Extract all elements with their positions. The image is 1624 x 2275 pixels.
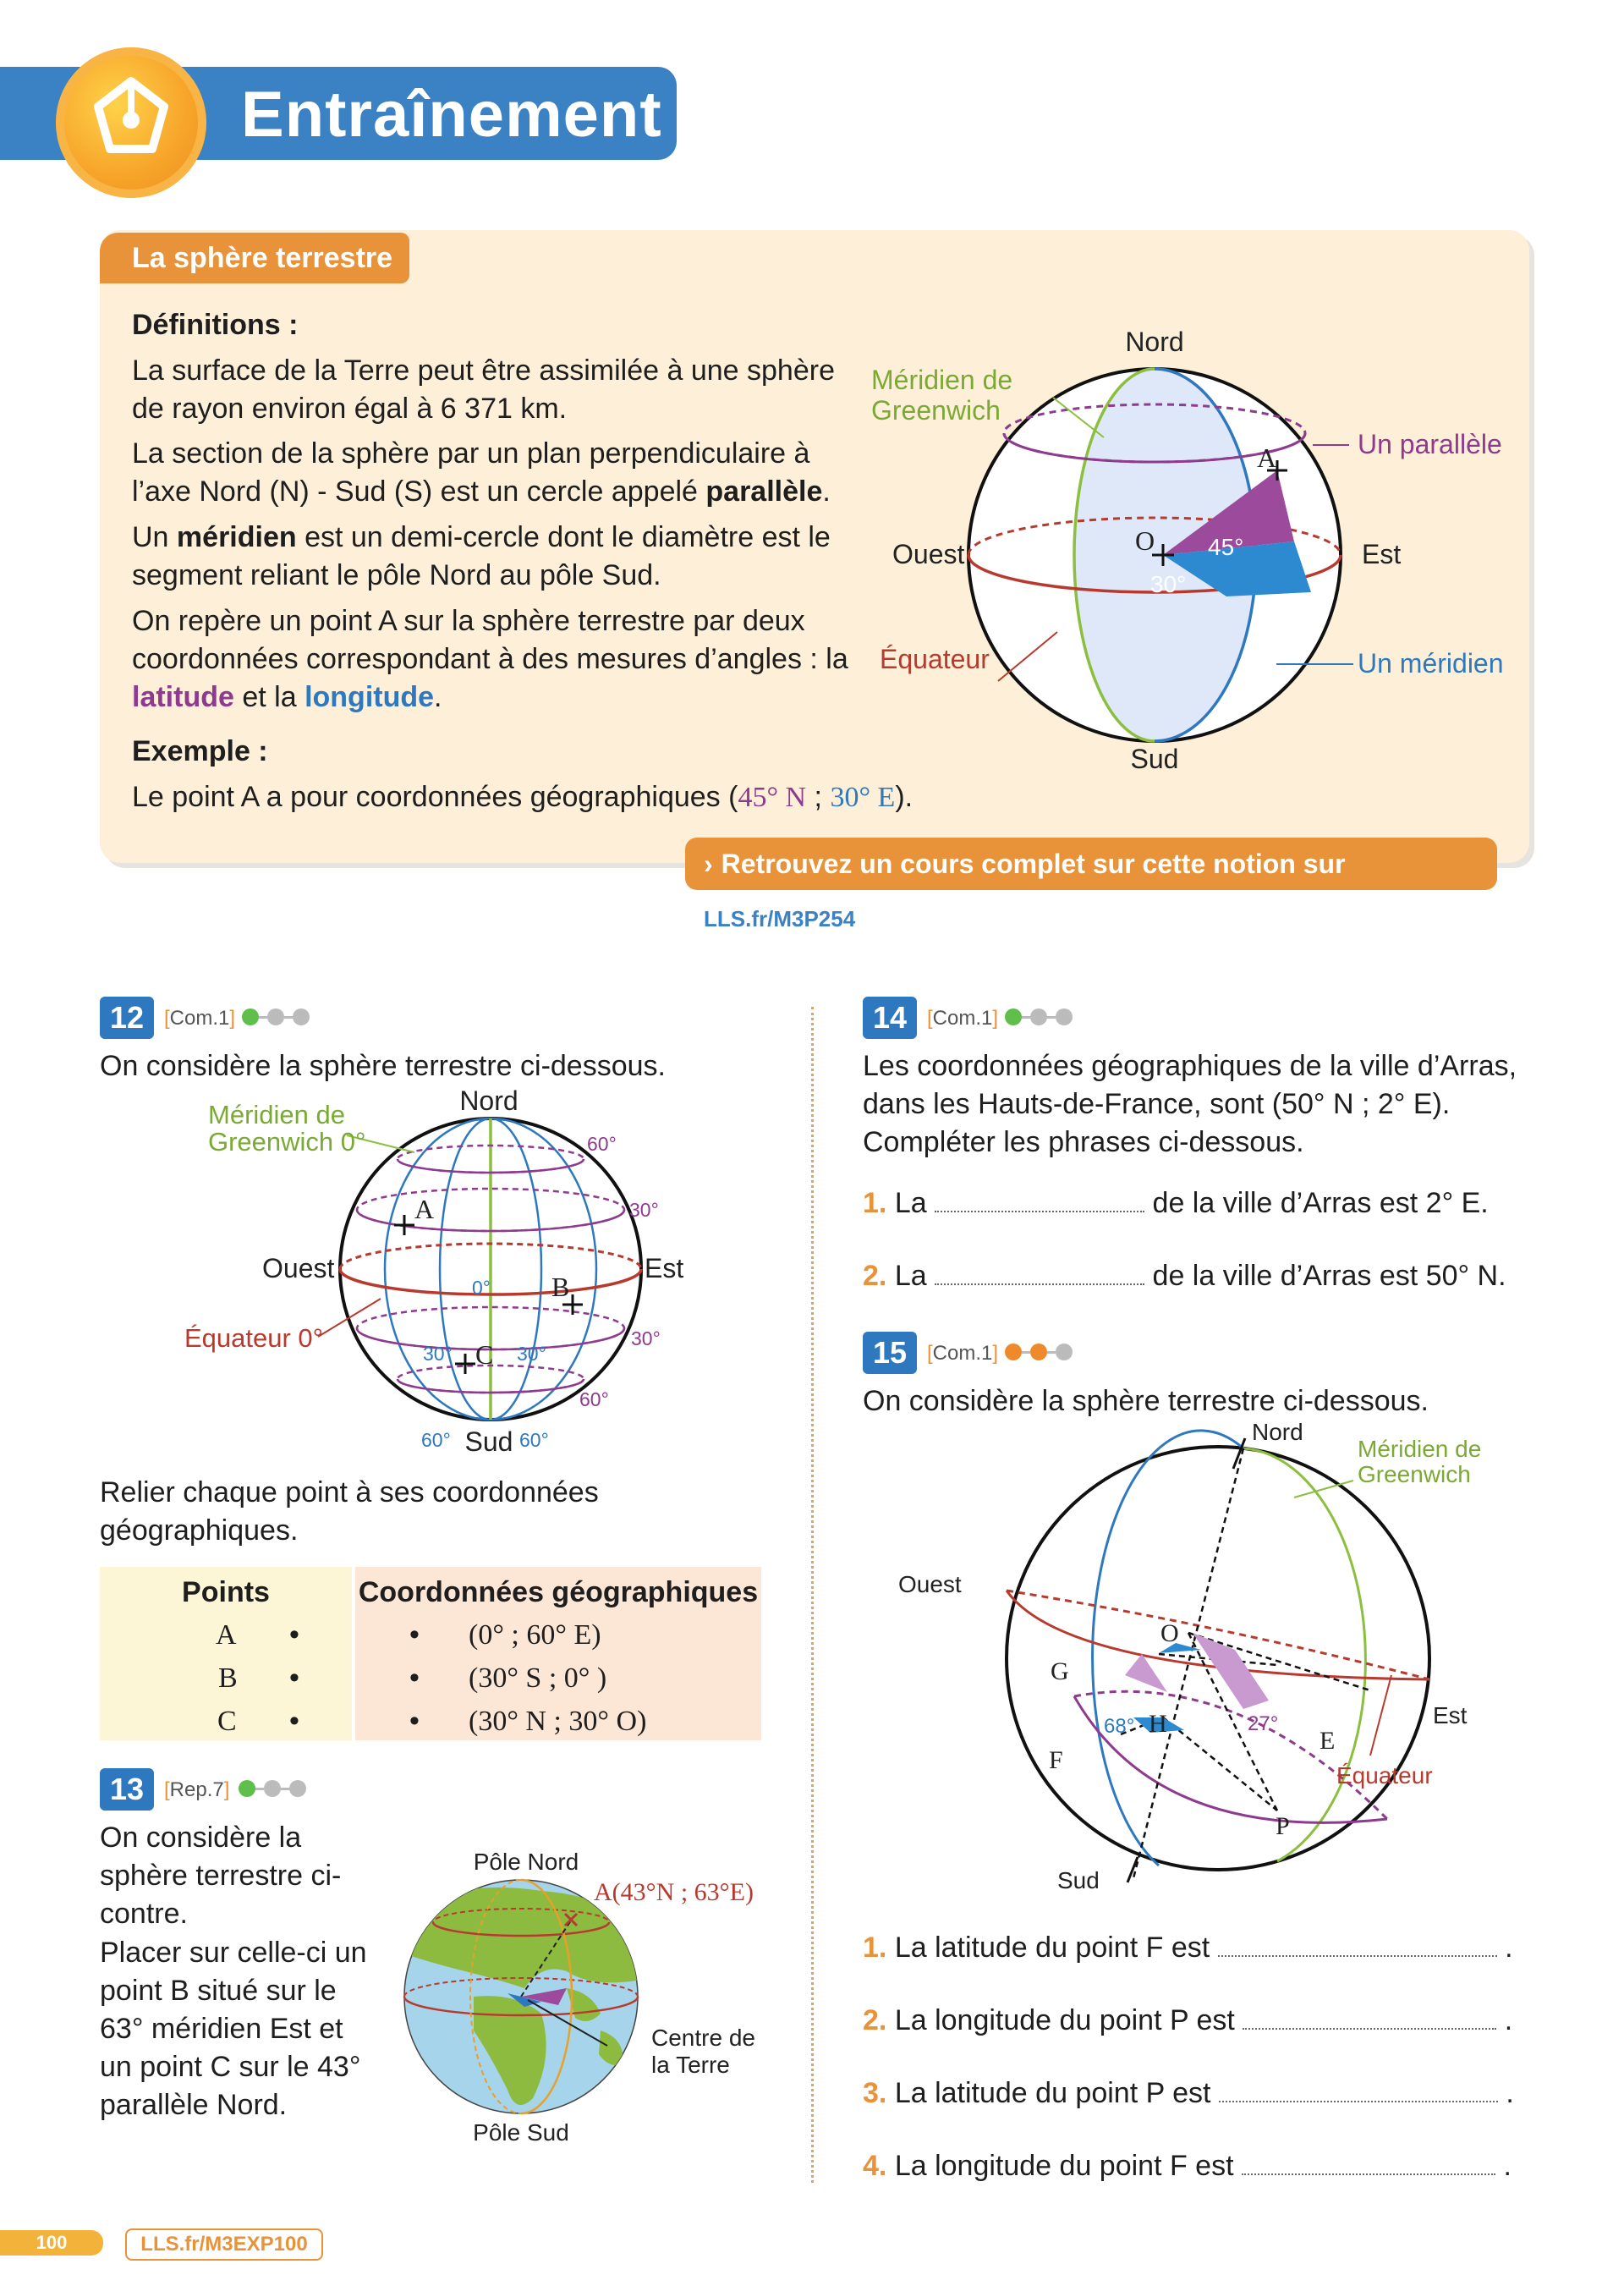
column-divider bbox=[811, 1007, 814, 2183]
text-span: est un demi-cercle dont le diamètre est le segment reliant le pôle Nord au pôle Sud. bbox=[132, 521, 831, 591]
coord-row-3: (30° N ; 30° O) bbox=[469, 1706, 647, 1737]
term-meridian: méridien bbox=[176, 521, 297, 553]
text-span: de la ville d’Arras est 2° E. bbox=[1152, 1187, 1489, 1219]
course-link-text: Retrouvez un cours complet sur cette notion sur bbox=[721, 849, 1346, 879]
label-south: Sud bbox=[1057, 1867, 1100, 1893]
label-o: O bbox=[1160, 1619, 1179, 1647]
table-header-points: Points bbox=[182, 1576, 270, 1608]
answer-blank[interactable] bbox=[1218, 1955, 1497, 1957]
course-link-code[interactable]: LLS.fr/M3P254 bbox=[694, 902, 865, 936]
label-e: E bbox=[1320, 1727, 1336, 1755]
label-center-1: Centre de bbox=[651, 2025, 755, 2051]
label-g: G bbox=[1051, 1657, 1069, 1685]
text-span: ; bbox=[806, 781, 831, 813]
tag-bracket: ] bbox=[223, 1778, 230, 1801]
label-a: A bbox=[1257, 442, 1277, 473]
label-30-north: 30° bbox=[629, 1199, 659, 1221]
exercise-13-text-2: Placer sur celle-ci un point B situé sur le 63° méridien Est et un point C sur le 43° parallèle Nord. bbox=[100, 1937, 367, 2121]
term-parallel: parallèle bbox=[705, 475, 823, 508]
label-greenwich-1: Méridien de bbox=[1358, 1436, 1482, 1462]
exercise-12-number: 12 bbox=[100, 997, 154, 1039]
text-span: Un bbox=[132, 521, 177, 553]
tag-bracket: [ bbox=[927, 1342, 933, 1365]
difficulty-indicator bbox=[242, 1008, 310, 1025]
definitions-heading: Définitions : bbox=[132, 309, 299, 341]
label-east: Est bbox=[645, 1253, 684, 1283]
answer-blank[interactable] bbox=[1242, 2173, 1495, 2175]
training-logo-icon bbox=[56, 47, 206, 198]
text-span: La bbox=[894, 1260, 927, 1292]
text-span: . bbox=[1504, 2004, 1513, 2036]
table-header-coords: Coordonnées géographiques bbox=[358, 1576, 759, 1608]
label-greenwich-1: Méridien de bbox=[871, 365, 1013, 395]
label-o: O bbox=[1135, 525, 1155, 556]
question-number: 1. bbox=[863, 1187, 887, 1219]
label-p: P bbox=[1276, 1812, 1290, 1840]
label-north: Nord bbox=[459, 1085, 518, 1116]
bullet-coord-1[interactable]: • bbox=[409, 1618, 420, 1651]
tag-skill: Rep.7 bbox=[169, 1778, 224, 1801]
tag-skill: Com.1 bbox=[932, 1007, 993, 1030]
tag-bracket: ] bbox=[992, 1007, 999, 1030]
text-span: On repère un point A sur la sphère terrestre par deux coordonnées correspondant à des mesures d’angles : la bbox=[132, 605, 848, 675]
definition-paragraph-1: La surface de la Terre peut être assimilée à une sphère de rayon environ égal à 6 371 km. bbox=[132, 354, 835, 425]
label-60-east: 60° bbox=[519, 1429, 549, 1451]
label-a: A bbox=[414, 1194, 435, 1224]
text-span: La section de la sphère par un plan perpendiculaire à l’axe Nord (N) - Sud (S) est un cercle appelé bbox=[132, 437, 810, 508]
exercise-15-intro: On considère la sphère terrestre ci-dessous. bbox=[863, 1385, 1429, 1417]
label-60-west: 60° bbox=[421, 1429, 451, 1451]
question-number: 2. bbox=[863, 1260, 887, 1292]
example-latitude: 45° N bbox=[738, 782, 807, 813]
difficulty-indicator bbox=[239, 1780, 306, 1797]
answer-blank[interactable] bbox=[935, 1283, 1144, 1285]
label-30-east: 30° bbox=[517, 1343, 546, 1365]
label-west: Ouest bbox=[892, 539, 965, 569]
label-east: Est bbox=[1433, 1702, 1468, 1728]
label-68: 68° bbox=[1104, 1715, 1135, 1738]
label-center-2: la Terre bbox=[651, 2052, 730, 2078]
exercise-15-question-3 bbox=[863, 2074, 1539, 2113]
term-longitude: longitude bbox=[304, 681, 435, 713]
label-north: Nord bbox=[1252, 1421, 1303, 1445]
label-south-pole: Pôle Sud bbox=[473, 2119, 569, 2146]
definition-tag: La sphère terrestre bbox=[100, 233, 409, 283]
label-30: 30° bbox=[1150, 571, 1187, 597]
coord-row-2: (30° S ; 0° ) bbox=[469, 1662, 607, 1694]
question-number: 4. bbox=[863, 2150, 887, 2182]
label-greenwich-2: Greenwich 0° bbox=[208, 1127, 366, 1157]
bullet-coord-2[interactable]: • bbox=[409, 1662, 420, 1694]
bullet-coord-3[interactable]: • bbox=[409, 1705, 420, 1737]
label-0deg: 0° bbox=[472, 1277, 491, 1299]
text-span: La longitude du point F est bbox=[894, 2150, 1234, 2182]
page-number: 100 bbox=[0, 2230, 103, 2256]
exercise-12-sphere-figure bbox=[169, 1083, 710, 1455]
label-60-north: 60° bbox=[587, 1133, 617, 1155]
exercise-15-question-1 bbox=[863, 1929, 1539, 1967]
text-span: La longitude du point P est bbox=[894, 2004, 1235, 2036]
exercise-15-question-2 bbox=[863, 2002, 1539, 2040]
tag-bracket: ] bbox=[229, 1007, 236, 1030]
tag-skill: Com.1 bbox=[932, 1342, 993, 1365]
label-30-west: 30° bbox=[423, 1343, 453, 1365]
answer-blank[interactable] bbox=[1219, 2101, 1498, 2102]
text-span: La latitude du point F est bbox=[894, 1932, 1210, 1964]
label-f: F bbox=[1049, 1746, 1063, 1774]
chevron-right-icon: › bbox=[704, 849, 713, 879]
exercise-13-tag bbox=[164, 1778, 229, 1802]
exercise-15-sphere-figure bbox=[880, 1421, 1539, 1895]
label-north: Nord bbox=[1125, 327, 1184, 357]
example-longitude: 30° E bbox=[830, 782, 896, 813]
label-equator: Équateur 0° bbox=[184, 1323, 324, 1353]
exercise-13-number: 13 bbox=[100, 1768, 154, 1811]
text-span: . bbox=[434, 681, 442, 713]
difficulty-indicator bbox=[1005, 1344, 1073, 1360]
label-south: Sud bbox=[1130, 744, 1179, 774]
label-north-pole: Pôle Nord bbox=[473, 1849, 579, 1875]
text-span: La bbox=[894, 1187, 927, 1219]
definition-sphere-figure bbox=[854, 313, 1531, 787]
label-west: Ouest bbox=[898, 1571, 962, 1597]
example-heading: Exemple : bbox=[132, 735, 268, 767]
label-60-south: 60° bbox=[579, 1388, 609, 1410]
label-equator: Équateur bbox=[1336, 1762, 1433, 1789]
tag-bracket: [ bbox=[164, 1778, 170, 1801]
tag-bracket: [ bbox=[927, 1007, 933, 1030]
text-span: Le point A a pour coordonnées géographiques ( bbox=[132, 781, 738, 813]
exercise-14-number: 14 bbox=[863, 997, 917, 1039]
coord-row-1: (0° ; 60° E) bbox=[469, 1619, 601, 1651]
tag-bracket: ] bbox=[992, 1342, 999, 1365]
exercise-12-instruction: Relier chaque point à ses coordonnées géographiques. bbox=[100, 1476, 599, 1547]
text-span: . bbox=[822, 475, 831, 508]
definition-paragraph-2 bbox=[132, 435, 859, 511]
term-latitude: latitude bbox=[132, 681, 234, 713]
bullet-c[interactable]: • bbox=[289, 1705, 299, 1737]
difficulty-indicator bbox=[1005, 1008, 1073, 1025]
exercise-15-number: 15 bbox=[863, 1332, 917, 1374]
point-row-b: B bbox=[218, 1662, 238, 1694]
exercise-13-text-1: On considère la sphère terrestre ci-contre. bbox=[100, 1822, 342, 1930]
label-south: Sud bbox=[464, 1426, 513, 1455]
label-greenwich-2: Greenwich bbox=[871, 395, 1001, 426]
course-link-banner[interactable] bbox=[685, 838, 1497, 931]
label-greenwich-2: Greenwich bbox=[1358, 1461, 1471, 1487]
label-27: 27° bbox=[1248, 1712, 1279, 1735]
bullet-a[interactable]: • bbox=[289, 1618, 299, 1651]
label-meridian: Un méridien bbox=[1358, 648, 1504, 679]
exercise-15-question-4 bbox=[863, 2147, 1539, 2185]
text-span: et la bbox=[233, 681, 305, 713]
exercise-12-intro: On considère la sphère terrestre ci-dessous. bbox=[100, 1050, 666, 1082]
example-text bbox=[132, 778, 978, 816]
text-span: . bbox=[1503, 2150, 1512, 2182]
tag-bracket: [ bbox=[164, 1007, 170, 1030]
text-span: La latitude du point P est bbox=[894, 2077, 1211, 2109]
text-span: . bbox=[1506, 2077, 1514, 2109]
exercises-link[interactable]: LLS.fr/M3EXP100 bbox=[125, 2228, 323, 2261]
page-title: Entraînement bbox=[241, 79, 662, 151]
exercise-13-globe-figure bbox=[372, 1844, 795, 2157]
label-parallel: Un parallèle bbox=[1358, 429, 1502, 459]
point-row-a: A bbox=[216, 1619, 237, 1651]
bullet-b[interactable]: • bbox=[289, 1662, 299, 1694]
label-point-a: A(43°N ; 63°E) bbox=[594, 1878, 754, 1906]
label-45: 45° bbox=[1208, 534, 1244, 560]
exercise-12-tag bbox=[164, 1007, 235, 1030]
question-number: 3. bbox=[863, 2077, 887, 2109]
exercise-14-intro: Les coordonnées géographiques de la ville d’Arras, dans les Hauts-de-France, sont (50° N ; 2° E). Compléter les phrases ci-dessous. bbox=[863, 1050, 1517, 1158]
label-h: H bbox=[1149, 1710, 1167, 1738]
question-number: 1. bbox=[863, 1932, 887, 1964]
answer-blank[interactable] bbox=[935, 1211, 1144, 1212]
question-number: 2. bbox=[863, 2004, 887, 2036]
definition-paragraph-3 bbox=[132, 519, 859, 595]
label-east: Est bbox=[1362, 539, 1402, 569]
label-30-south: 30° bbox=[631, 1327, 661, 1349]
point-row-c: C bbox=[217, 1706, 237, 1737]
exercise-14-question-2 bbox=[863, 1257, 1539, 1295]
answer-blank[interactable] bbox=[1243, 2028, 1496, 2030]
exercise-15-tag bbox=[927, 1342, 998, 1366]
text-span: de la ville d’Arras est 50° N. bbox=[1152, 1260, 1506, 1292]
tag-skill: Com.1 bbox=[169, 1007, 230, 1030]
label-c: C bbox=[475, 1339, 494, 1370]
label-greenwich-1: Méridien de bbox=[208, 1100, 345, 1129]
exercise-14-question-1 bbox=[863, 1184, 1539, 1223]
label-west: Ouest bbox=[262, 1253, 335, 1283]
label-b: B bbox=[551, 1272, 570, 1302]
label-equator: Équateur bbox=[880, 644, 990, 674]
text-span: ). bbox=[895, 781, 914, 813]
text-span: . bbox=[1505, 1932, 1513, 1964]
exercise-14-tag bbox=[927, 1007, 998, 1030]
definition-paragraph-4 bbox=[132, 602, 859, 717]
